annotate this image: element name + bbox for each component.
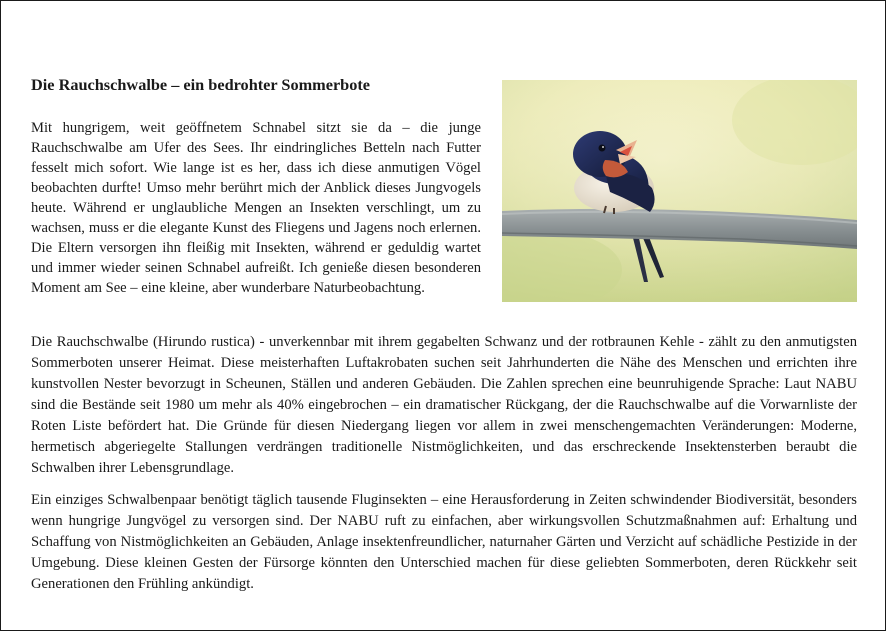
article-title: Die Rauchschwalbe – ein bedrohter Sommerbote <box>31 75 371 94</box>
barn-swallow-chick-icon <box>502 80 857 302</box>
barn-swallow-photo <box>502 80 857 302</box>
body-paragraph-rauchschwalbe: Die Rauchschwalbe (Hirundo rustica) - unverkennbar mit ihrem gegabelten Schwanz und der rotbraunen Kehle - zählt zu den anmutigsten Sommerboten unserer Heimat. Diese meisterhaften Luftakrobaten suchen seit Jahrhunderten die Nähe des Menschen und errichten ihre kunstvollen Nester bevorzugt in Scheunen, Ställen und anderen Gebäuden. Die Zahlen sprechen eine beunruhigende Sprache: Laut NABU sind die Bestände seit 1980 um mehr als 40% eingebrochen – ein dramatischer Rückgang, der die Rauchschwalbe auf die Vorwarnliste der Roten Liste befördert hat. Die Gründe für diesen Niedergang liegen vor allem in zwei menschengemachten Veränderungen: Moderne, hermetisch abgeriegelte Stallungen verdrängen traditionelle Nistmöglichkeiten, und das erschreckende Insektensterben beraubt die Schwalben ihrer Lebensgrundlage. <box>31 334 857 476</box>
intro-paragraph: Mit hungrigem, weit geöffnetem Schnabel sitzt sie da – die junge Rauchschwalbe am Ufer des Sees. Ihr eindringliches Betteln nach Futter fesselt mich sofort. Wie lange ist es her, dass ich diese anmutigen Vögel beobachten durfte! Umso mehr berührt mich der Anblick dieses Jungvogels heute. Während er unglaubliche Mengen an Insekten verschlingt, um zu wachsen, muss er die elegante Kunst des Fliegens und Jagens noch erlernen. Die Eltern versorgen ihn fleißig mit Insekten, während er geduldig wartet und immer wieder seinen Schnabel aufreißt. Ich genieße diesen besonderen Moment am See – eine kleine, aber wunderbare Naturbeobachtung. <box>31 120 481 296</box>
body-paragraph-schutz: Ein einziges Schwalbenpaar benötigt täglich tausende Fluginsekten – eine Herausforderung in Zeiten schwindender Biodiversität, besonders wenn hungrige Jungvögel zu versorgen sind. Der NABU ruft zu einfachen, aber wirkungsvollen Schutzmaßnahmen auf: Erhaltung und Schaffung von Nistmöglichkeiten an Gebäuden, Anlage insektenfreundlicher, naturnaher Gärten und Verzicht auf schädliche Pestizide in der Umgebung. Diese kleinen Gesten der Fürsorge könnten den Unterschied machen für diese geliebten Sommerboten, deren Rückkehr seit Generationen den Frühling ankündigt. <box>31 492 857 592</box>
